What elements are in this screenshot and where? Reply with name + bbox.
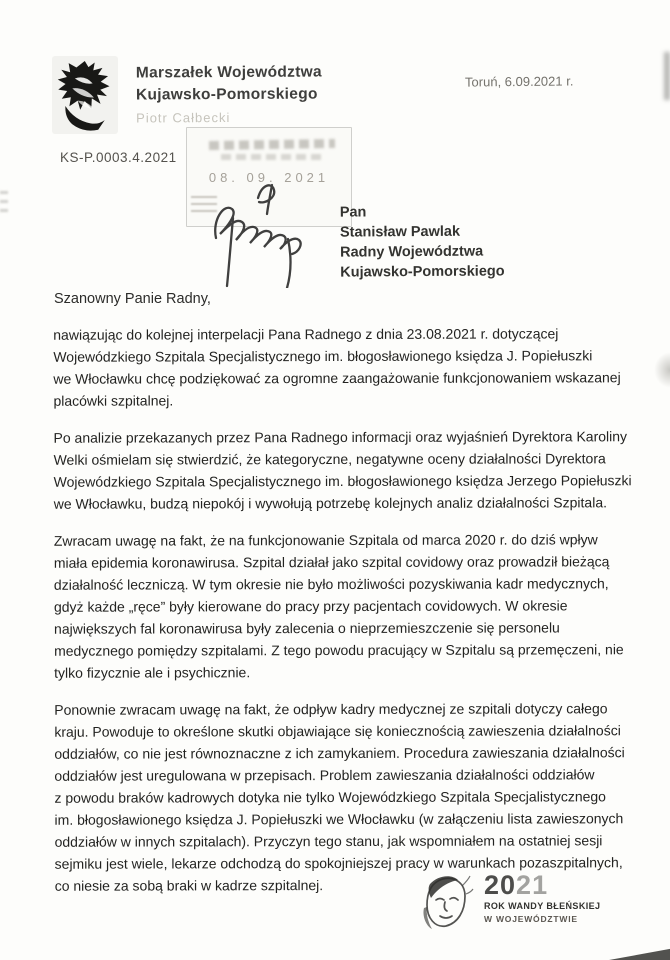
footer-logo-line1: ROK WANDY BŁEŃSKIEJ [484,901,601,911]
paragraph-line: nawiązując do kolejnej interpelacji Pana Radnego z dnia 23.08.2021 r. dotyczącej [53,325,559,343]
paragraph-line: Welki ośmielam się stwierdzić, że kategoryczne, negatywne oceny działalności Dyrektora [53,450,606,468]
footer-year [484,872,600,898]
letterhead-office [136,56,322,135]
paragraph [53,322,633,412]
letterhead-office-line1: Marszałek Województwa [135,63,322,82]
paragraph-line: kraju. Powoduje to określone skutki objawiające się koniecznością zawieszenia działalności [54,722,621,740]
salutation: Szanowny Panie Radny, [54,291,211,307]
place-date: Toruń, 6.09.2021 r. [464,73,574,90]
paragraph-line: placówki szpitalnej. [53,392,174,409]
stamp-illegible-line [209,139,335,150]
footer-logo [418,872,600,934]
paragraph-line: z powodu braków kadrowych dotyka nie tylko Wojewódzkiego Szpitala Specjalistycznego [54,788,606,806]
paragraph-line: co niesie za sobą braki w kadrze szpitalnej. [54,877,324,894]
paragraph-line: oddziałów, co nie jest równoznaczne z ich zamykaniem. Procedura zawieszania działalności [54,744,625,762]
paragraph-line: gdyż każde „ręce” były kierowane do pracy przy pacjentach covidowych. W okresie [53,597,568,615]
paragraph-line: medycznego pomiędzy szpitalami. Z tego powodu pracujący w Szpitalu są przemęczeni, nie [54,641,624,659]
paragraph-line: oddziałów jest uregulowana w przepisach. Problem zawieszania działalności oddziałów [54,766,595,784]
paragraph [54,425,634,515]
paragraph-line: miała epidemia koronawirusa. Szpital działał jako szpital covidowy oraz prowadził bieżącą [53,553,610,571]
recipient-line: Stanisław Pawlak [339,223,461,241]
paragraph-line: Wojewódzkiego Szpitala Specjalistycznego im. błogosławionego księdza Jerzego Popiełuszki [53,472,632,490]
paragraph-line: działalność leczniczą. W tym okresie nie było możliwości pozyskiwania kadr medycznych, [53,575,609,593]
paragraph-line: największych fal koronawirusa były zalecenia o nieprzemieszczenie się personelu [54,619,560,637]
letterhead-official-name: Piotr Całbecki [136,109,231,126]
paragraph-line: we Włocławku chcę podziękować za ogromne zaangażowanie funkcjonowaniem wskazanej [53,369,621,387]
paragraph-line: oddziałów w innych szpitalach). Przyczyn tego stanu, jak wspomniałem na ostatniej sesji [54,832,603,850]
paragraph-line: Po analizie przekazanych przez Pana Radnego informacji oraz wyjaśnień Dyrektora Karoliny [53,428,628,446]
stamp-date: 08. 09. 2021 [208,170,330,185]
paragraph-line: Wojewódzkiego Szpitala Specjalistycznego im. błogosławionego księdza J. Popiełuszki [53,347,593,365]
paragraph-line: Zwracam uwagę na fakt, że na funkcjonowanie Szpitala od marca 2020 r. do dziś wpływ [53,531,598,549]
footer-logo-text [484,872,600,934]
scan-smudge [654,352,670,388]
letterhead [52,56,322,134]
recipient-line: Radny Województwa [340,243,484,261]
paragraph [54,697,635,897]
paragraph-line: tylko fizycznie ale i psychicznie. [54,664,251,681]
scan-edge-artifact [664,52,670,100]
letter-body [53,322,635,912]
recipient-line: Kujawsko-Pomorskiego [340,263,505,281]
reference-number: KS-P.0003.4.2021 [60,150,177,165]
letterhead-office-line2: Kujawsko-Pomorskiego [135,85,318,104]
paragraph-line: we Włocławku, budzą niepokój i wywołują potrzebę kolejnych analiz działalności Szpitala. [53,494,608,512]
stamp-illegible-line [221,154,321,160]
footer-year-dark: 20 [484,870,517,900]
recipient-line: Pan [339,204,367,221]
footer-year-light: 21 [516,870,549,900]
recipient-block [340,201,505,282]
scan-smudge [0,186,8,212]
handwritten-signature [202,176,342,288]
paragraph [54,528,634,684]
eagle-emblem-graphic [56,59,114,131]
scan-corner-artifact [609,947,670,960]
wanda-blenska-portrait-sketch [418,872,474,934]
coat-of-arms-eagle-icon [52,56,118,134]
footer-logo-line2: W WOJEWÓDZTWIE [484,914,578,924]
paragraph-line: sejmiku jest wiele, lekarze odchodzą do spokojniejszej pracy w warunkach pozaszpitalnych, [54,854,623,872]
paragraph-line: Ponownie zwracam uwagę na fakt, że odpływ kadry medycznej ze szpitali dotyczy całego [54,700,608,718]
paragraph-line: im. błogosławionego księdza J. Popiełuszki we Włocławku (w załączeniu lista zawieszonych [54,810,624,828]
